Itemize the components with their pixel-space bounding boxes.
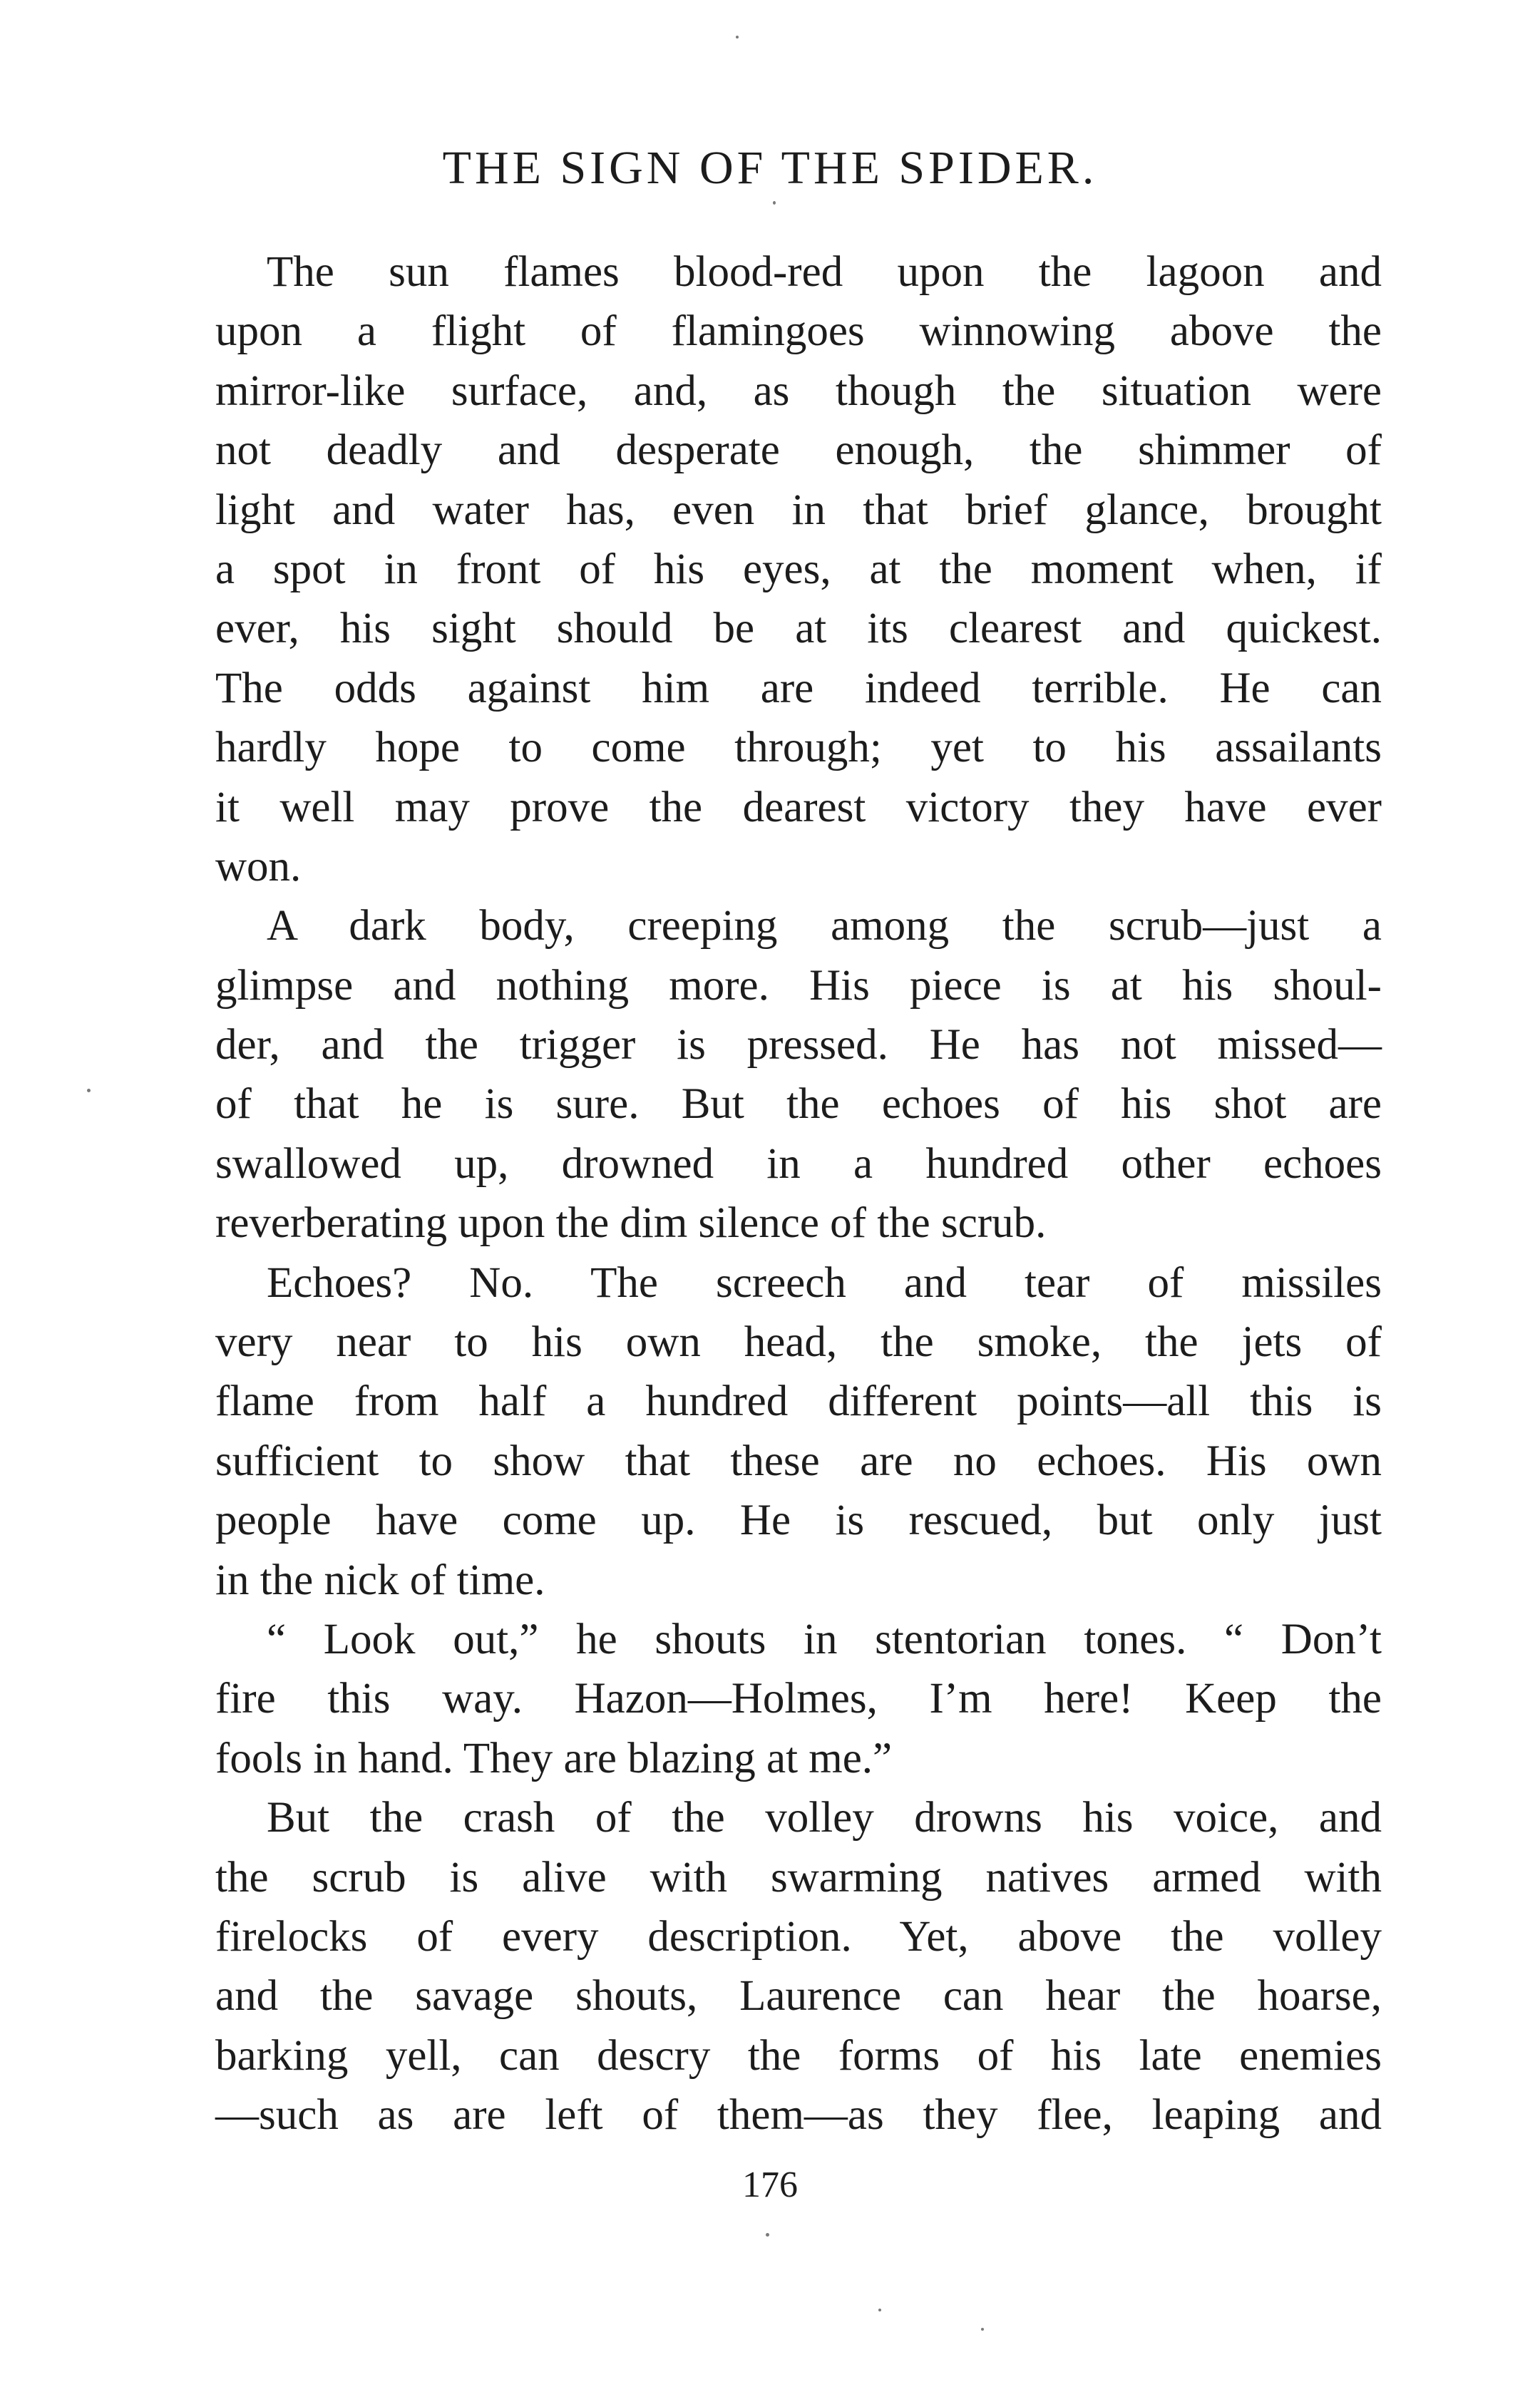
text-line: glimpse and nothing more. His piece is at his shoul- — [215, 961, 1382, 1010]
text-line: —such as are left of them—as they flee, leaping and — [215, 2091, 1382, 2140]
text-line: firelocks of every description. Yet, above the volley — [215, 1912, 1382, 1961]
text-line: it well may prove the dearest victory they have ever — [215, 783, 1382, 831]
text-line: a spot in front of his eyes, at the moment when, if — [215, 545, 1382, 593]
text-line: flame from half a hundred different points—all this is — [215, 1377, 1382, 1426]
text-line: reverberating upon the dim silence of the scrub. — [215, 1199, 1047, 1248]
paper-speck — [87, 1089, 91, 1092]
text-line: light and water has, even in that brief glance, brought — [215, 486, 1382, 534]
text-line: not deadly and desperate enough, the shimmer of — [215, 426, 1382, 475]
text-line: sufficient to show that these are no echoes. His own — [215, 1437, 1382, 1485]
text-line: fools in hand. They are blazing at me.” — [215, 1734, 893, 1782]
text-line: of that he is sure. But the echoes of his shot are — [215, 1080, 1382, 1129]
text-line: upon a flight of flamingoes winnowing above the — [215, 307, 1382, 356]
page-number: 176 — [742, 2165, 798, 2205]
text-line: ever, his sight should be at its clearest and quickest. — [215, 605, 1382, 653]
paper-speck — [773, 201, 776, 205]
text-line: hardly hope to come through; yet to his assailants — [215, 724, 1382, 772]
text-line: the scrub is alive with swarming natives armed with — [215, 1853, 1382, 1901]
text-line: people have come up. He is rescued, but only just — [215, 1497, 1382, 1545]
text-line: fire this way. Hazon—Holmes, I’m here! Keep the — [215, 1675, 1382, 1723]
paper-speck — [878, 2309, 881, 2311]
text-line: The sun flames blood-red upon the lagoon and — [267, 248, 1382, 296]
text-line: Echoes? No. The screech and tear of missiles — [267, 1258, 1382, 1307]
body-text — [215, 242, 1382, 2145]
text-line: in the nick of time. — [215, 1556, 545, 1604]
text-line: der, and the trigger is pressed. He has not missed— — [215, 1021, 1382, 1069]
paper-speck — [736, 36, 739, 39]
paper-speck — [981, 2328, 984, 2331]
text-line: swallowed up, drowned in a hundred other echoes — [215, 1139, 1382, 1188]
text-line: won. — [215, 842, 302, 890]
text-line: very near to his own head, the smoke, the jets of — [215, 1318, 1382, 1367]
running-title: THE SIGN OF THE SPIDER. — [442, 142, 1098, 194]
text-line: The odds against him are indeed terrible. He can — [215, 664, 1382, 712]
paper-speck — [766, 2233, 769, 2237]
text-line: barking yell, can descry the forms of his late enemies — [215, 2031, 1382, 2080]
text-line: But the crash of the volley drowns his voice, and — [267, 1794, 1382, 1842]
text-line: mirror-like surface, and, as though the situation were — [215, 366, 1382, 415]
text-line: A dark body, creeping among the scrub—just a — [267, 902, 1382, 950]
text-line: and the savage shouts, Laurence can hear the hoarse, — [215, 1972, 1382, 2021]
text-line: “ Look out,” he shouts in stentorian tones. “ Don’t — [267, 1615, 1382, 1663]
